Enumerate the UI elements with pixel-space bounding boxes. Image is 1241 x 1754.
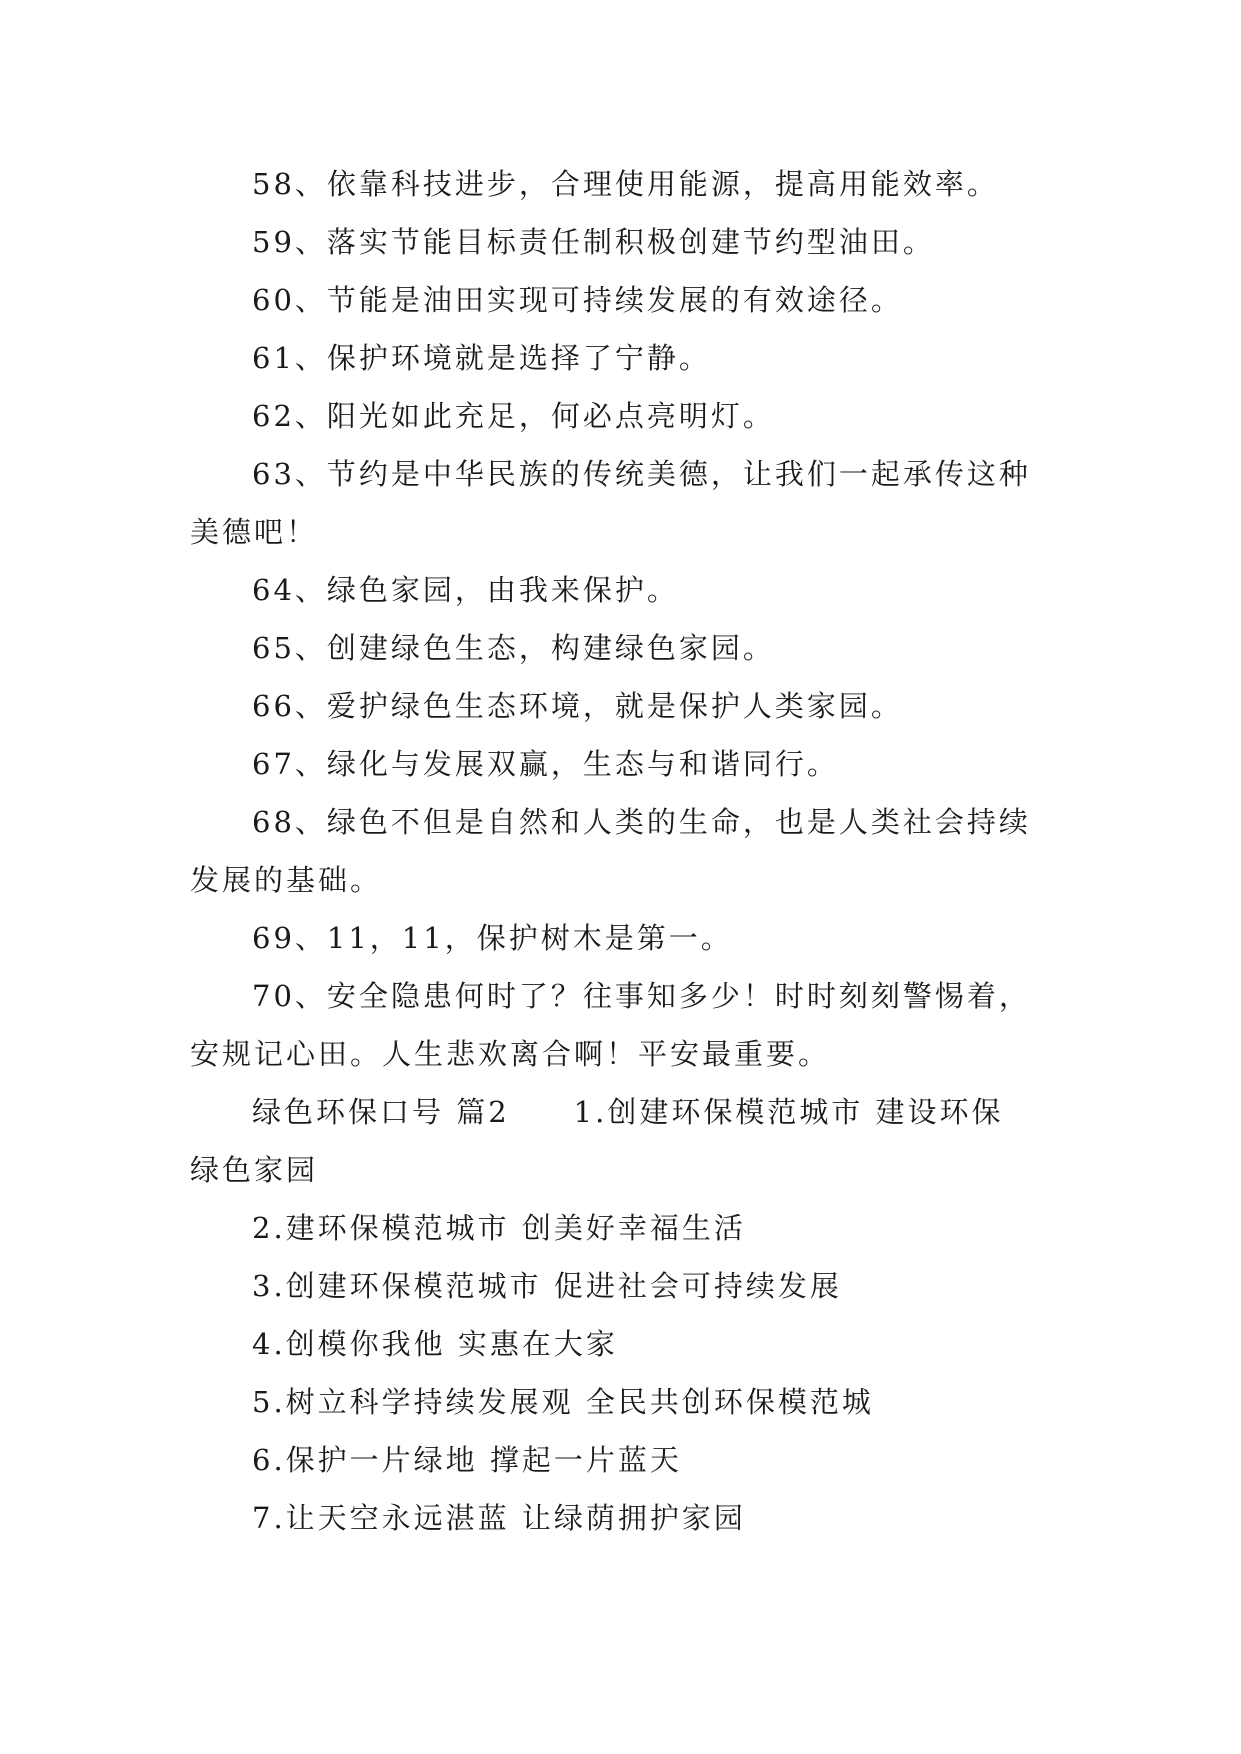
paragraph-67: 67、绿化与发展双赢，生态与和谐同行。 — [252, 747, 839, 781]
paragraph-65: 65、创建绿色生态，构建绿色家园。 — [252, 631, 775, 665]
slogan-4: 4.创模你我他 实惠在大家 — [252, 1327, 618, 1361]
paragraph-61: 61、保护环境就是选择了宁静。 — [252, 341, 711, 375]
paragraph-68: 68、绿色不但是自然和人类的生命，也是人类社会持续 — [252, 805, 1031, 839]
paragraph-70-continued: 安规记心田。人生悲欢离合啊！平安最重要。 — [190, 1037, 831, 1071]
slogan-5: 5.树立科学持续发展观 全民共创环保模范城 — [252, 1385, 874, 1419]
slogan-3: 3.创建环保模范城市 促进社会可持续发展 — [252, 1269, 842, 1303]
paragraph-70: 70、安全隐患何时了？往事知多少！时时刻刻警惕着， — [252, 979, 1031, 1013]
section-heading-continued: 绿色家园 — [190, 1153, 319, 1187]
slogan-2: 2.建环保模范城市 创美好幸福生活 — [252, 1211, 746, 1245]
slogan-7: 7.让天空永远湛蓝 让绿荫拥护家园 — [252, 1501, 746, 1535]
paragraph-64: 64、绿色家园，由我来保护。 — [252, 573, 679, 607]
section-heading-line: 绿色环保口号 篇2 1.创建环保模范城市 建设环保 — [252, 1095, 1004, 1129]
paragraph-59: 59、落实节能目标责任制积极创建节约型油田。 — [252, 225, 935, 259]
paragraph-63-continued: 美德吧！ — [190, 515, 319, 549]
paragraph-66: 66、爱护绿色生态环境，就是保护人类家园。 — [252, 689, 903, 723]
paragraph-69: 69、11，11，保护树木是第一。 — [252, 921, 733, 955]
paragraph-60: 60、节能是油田实现可持续发展的有效途径。 — [252, 283, 903, 317]
paragraph-62: 62、阳光如此充足，何必点亮明灯。 — [252, 399, 775, 433]
document-page — [190, 155, 1050, 1547]
slogan-6: 6.保护一片绿地 撑起一片蓝天 — [252, 1443, 682, 1477]
paragraph-58: 58、依靠科技进步，合理使用能源，提高用能效率。 — [252, 167, 999, 201]
paragraph-63: 63、节约是中华民族的传统美德，让我们一起承传这种 — [252, 457, 1031, 491]
paragraph-68-continued: 发展的基础。 — [190, 863, 383, 897]
